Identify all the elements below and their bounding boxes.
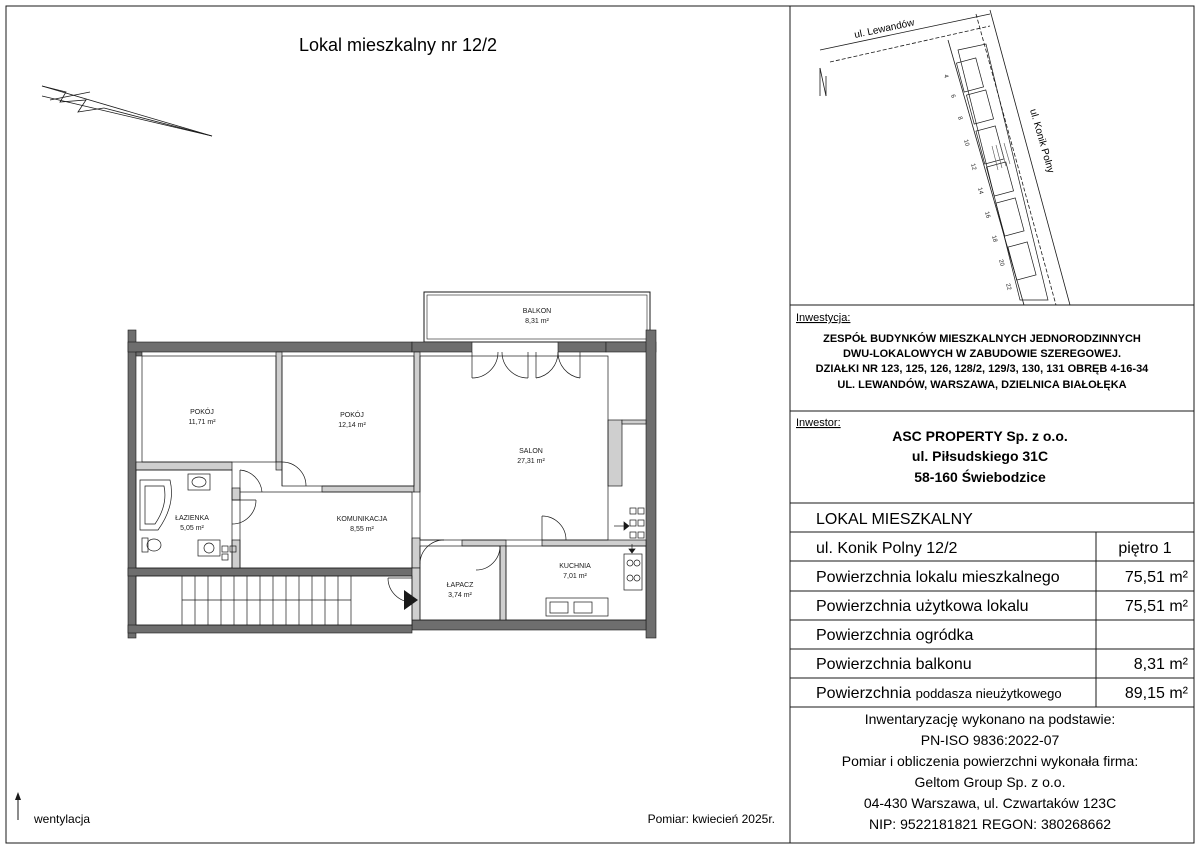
room-area-lapacz: 3,74 m² <box>448 592 472 599</box>
table-row-value: 89,15 m² <box>1124 685 1188 702</box>
unit-floor: piętro 1 <box>1118 540 1172 557</box>
table-row-label: Powierzchnia lokalu mieszkalnego <box>816 569 1060 586</box>
ventilation-legend-icon <box>15 792 21 820</box>
investor-line: 58-160 Świebodzice <box>914 469 1046 485</box>
sheet-title: Lokal mieszkalny nr 12/2 <box>298 35 498 55</box>
door-swings <box>232 352 580 602</box>
legend-label: wentylacja <box>34 812 91 826</box>
site-map <box>790 10 1194 305</box>
unit-table-heading: LOKAL MIESZKALNY <box>816 511 973 528</box>
balcony-outline <box>424 292 650 342</box>
table-row-value: 8,31 m² <box>1133 656 1188 673</box>
staircase <box>182 576 351 625</box>
footer-note: Pomiar i obliczenia powierzchni wykonała firma: <box>841 753 1139 769</box>
investor-line: ul. Piłsudskiego 31C <box>911 448 1049 464</box>
house-number: 4 <box>942 73 949 79</box>
north-arrow-icon <box>820 68 826 96</box>
house-number: 8 <box>956 115 963 121</box>
investment-line: ZESPÓŁ BUDYNKÓW MIESZKALNYCH JEDNORODZINNYCH <box>823 333 1141 345</box>
room-area-kuchnia: 7,01 m² <box>563 573 587 580</box>
table-row-value: 75,51 m² <box>1124 598 1188 615</box>
room-area-komunikacja: 8,55 m² <box>350 526 374 533</box>
house-number: 20 <box>997 258 1005 267</box>
room-area-pokoj-2: 12,14 m² <box>338 422 366 429</box>
room-area-balkon: 8,31 m² <box>525 318 549 325</box>
table-row-label: Powierzchnia poddasza nieużytkowego <box>816 685 1062 702</box>
table-row-label: Powierzchnia balkonu <box>816 656 972 673</box>
measurement-date: Pomiar: kwiecień 2025r. <box>647 812 775 826</box>
footer-note: NIP: 9522181821 REGON: 380268662 <box>868 816 1112 832</box>
room-name-lazienka: ŁAZIENKA <box>175 515 209 522</box>
room-name-komunikacja: KOMUNIKACJA <box>336 516 388 523</box>
table-row-label: Powierzchnia ogródka <box>816 627 974 644</box>
room-name-pokoj-2: POKÓJ <box>340 412 364 419</box>
street-label-top: ul. Lewandów <box>853 17 916 41</box>
footer-note: 04-430 Warszawa, ul. Czwartaków 123C <box>863 795 1117 811</box>
house-number: 14 <box>976 186 984 195</box>
footer-note: PN-ISO 9836:2022-07 <box>920 732 1060 748</box>
table-row-value: 75,51 m² <box>1124 569 1188 586</box>
room-area-lazienka: 5,05 m² <box>180 525 204 532</box>
house-number: 18 <box>990 234 998 243</box>
room-name-salon: SALON <box>519 448 543 455</box>
house-number: 16 <box>983 210 991 219</box>
cooktop-icon <box>624 554 642 590</box>
washbasin-icon <box>188 474 210 490</box>
kitchen-fixtures <box>546 508 644 616</box>
investment-line: UL. LEWANDÓW, WARSZAWA, DZIELNICA BIAŁOŁĘKA <box>837 379 1127 391</box>
investor-label: Inwestor: <box>796 417 841 429</box>
footer-note: Geltom Group Sp. z o.o. <box>914 774 1066 790</box>
wind-rose-icon <box>42 86 212 136</box>
unit-address: ul. Konik Polny 12/2 <box>816 540 958 557</box>
investment-line: DWU-LOKALOWYCH W ZABUDOWIE SZEREGOWEJ. <box>842 348 1122 360</box>
investment-line: DZIAŁKI NR 123, 125, 126, 128/2, 129/3, 130, 131 OBRĘB 4-16-34 <box>815 363 1149 375</box>
street-label-side: ul. Konik Polny <box>1027 107 1056 175</box>
footer-note: Inwentaryzację wykonano na podstawie: <box>864 711 1116 727</box>
investor-line: ASC PROPERTY Sp. z o.o. <box>892 428 1068 444</box>
room-area-pokoj-1: 11,71 m² <box>188 419 216 426</box>
table-row-label: Powierzchnia użytkowa lokalu <box>816 598 1029 615</box>
house-number: 22 <box>1004 282 1012 291</box>
washer-icon <box>198 540 220 556</box>
investment-label: Inwestycja: <box>796 312 851 324</box>
house-number: 6 <box>949 93 956 99</box>
room-name-lapacz: ŁAPACZ <box>446 582 474 589</box>
room-name-pokoj-1: POKÓJ <box>190 409 214 416</box>
room-area-salon: 27,31 m² <box>517 458 545 465</box>
floor-plan <box>128 292 656 638</box>
highlighted-unit-hatch <box>992 143 1010 170</box>
house-number: 12 <box>969 162 977 171</box>
room-name-kuchnia: KUCHNIA <box>559 563 591 570</box>
room-name-balkon: BALKON <box>522 308 552 315</box>
house-number: 10 <box>962 138 970 147</box>
